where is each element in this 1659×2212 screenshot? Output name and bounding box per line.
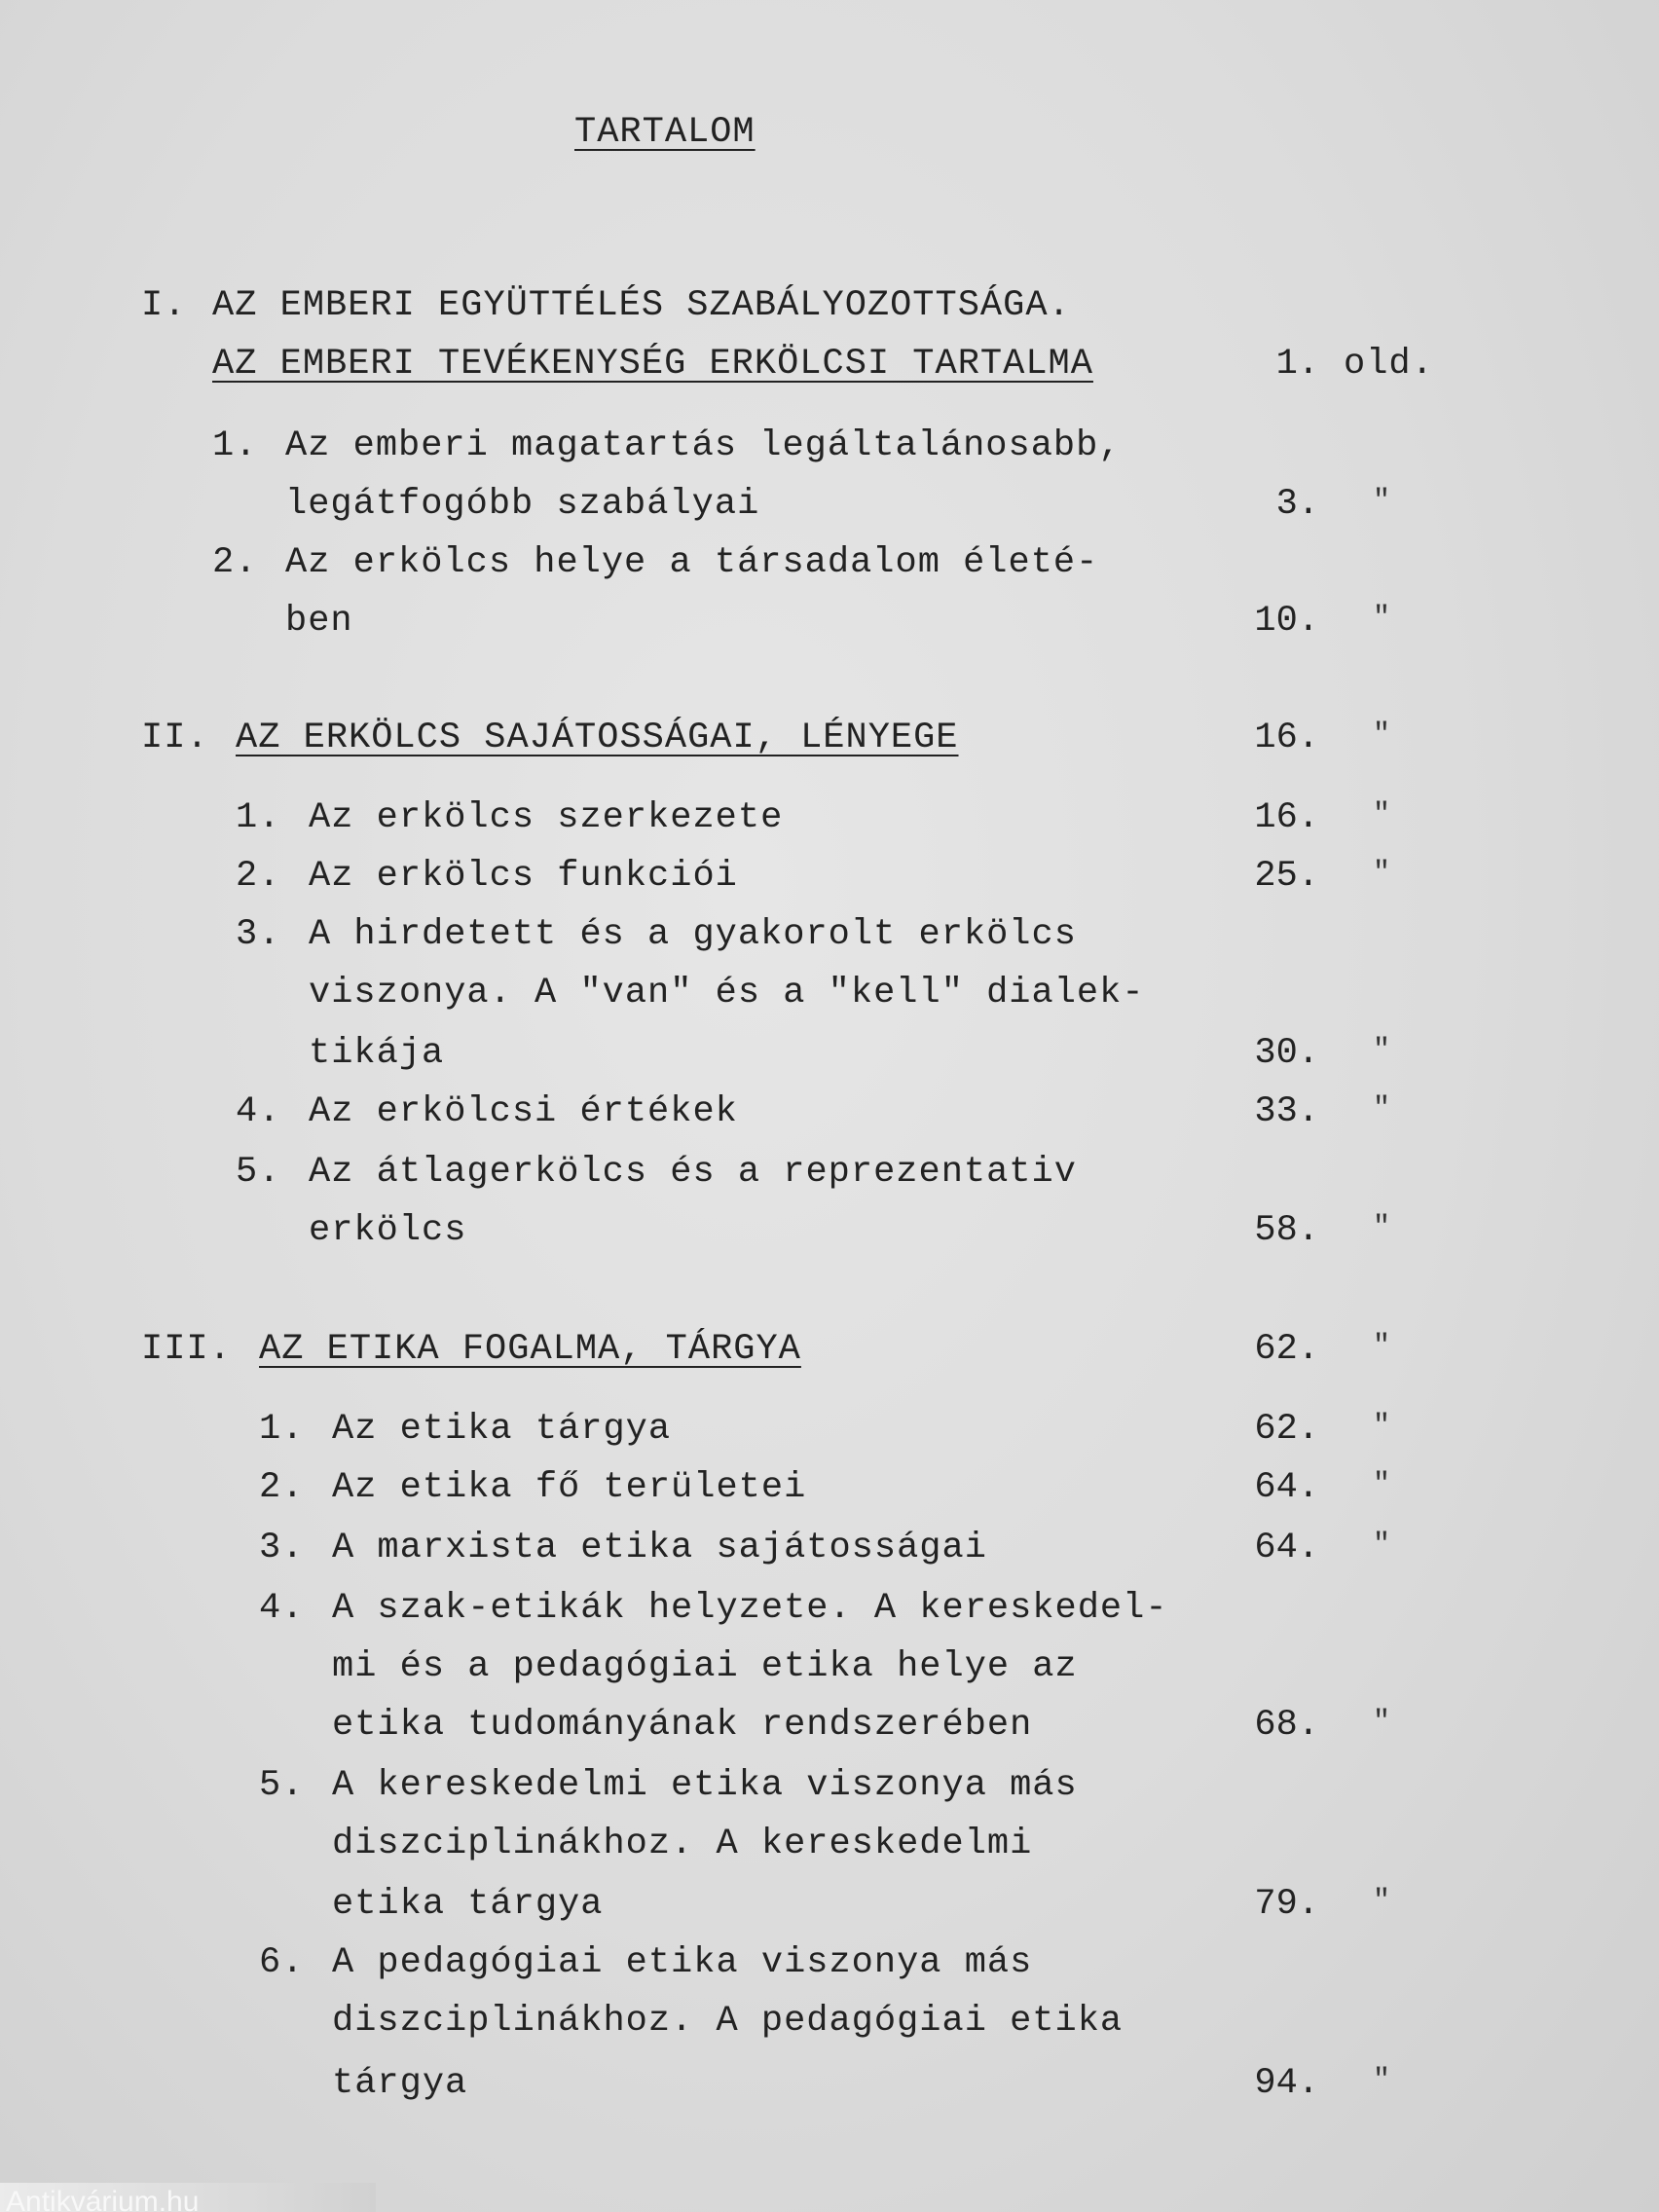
watermark: Antikvárium.hu bbox=[0, 2183, 376, 2212]
item-text: Az emberi magatartás legáltalánosabb, bbox=[285, 425, 1122, 466]
item-text: A marxista etika sajátosságai bbox=[332, 1528, 987, 1568]
item-text: tikája bbox=[309, 1033, 445, 1074]
page-number: 30. bbox=[1254, 1033, 1319, 1074]
item-number: 5. bbox=[259, 1765, 305, 1806]
page-number: 10. bbox=[1254, 601, 1319, 642]
item-text: A hirdetett és a gyakorolt erkölcs bbox=[309, 914, 1077, 955]
item-number: 4. bbox=[236, 1091, 281, 1132]
item-text: diszciplinákhoz. A pedagógiai etika bbox=[332, 2001, 1124, 2042]
section-heading: AZ ERKÖLCS SAJÁTOSSÁGAI, LÉNYEGE bbox=[236, 718, 959, 758]
item-text: mi és a pedagógiai etika helye az bbox=[332, 1646, 1078, 1687]
item-number: 1. bbox=[236, 797, 281, 838]
item-text: A pedagógiai etika viszonya más bbox=[332, 1942, 1033, 1983]
page-number: 68. bbox=[1254, 1705, 1319, 1746]
ditto-mark: " bbox=[1373, 1885, 1391, 1918]
ditto-mark: " bbox=[1373, 1410, 1391, 1443]
item-text: tárgya bbox=[332, 2063, 468, 2104]
section-heading: AZ EMBERI TEVÉKENYSÉG ERKÖLCSI TARTALMA bbox=[212, 344, 1093, 385]
page-number: 25. bbox=[1254, 856, 1319, 897]
item-text: Az erkölcsi értékek bbox=[309, 1091, 738, 1132]
section-heading: AZ ETIKA FOGALMA, TÁRGYA bbox=[259, 1329, 801, 1370]
item-number: 1. bbox=[259, 1409, 305, 1450]
ditto-mark: " bbox=[1373, 2064, 1391, 2097]
item-text: Az átlagerkölcs és a reprezentativ bbox=[309, 1152, 1077, 1193]
item-number: 3. bbox=[236, 914, 281, 955]
page-number: 16. bbox=[1254, 718, 1319, 758]
ditto-mark: " bbox=[1373, 485, 1391, 518]
ditto-mark: " bbox=[1373, 1092, 1391, 1125]
page-number: 64. bbox=[1254, 1528, 1319, 1568]
item-text: etika tudományának rendszerében bbox=[332, 1705, 1033, 1746]
page-number: 3. bbox=[1275, 484, 1319, 525]
page-suffix: old. bbox=[1344, 344, 1434, 385]
item-number: 3. bbox=[259, 1528, 305, 1568]
page-title: TARTALOM bbox=[574, 112, 756, 153]
item-number: 2. bbox=[236, 856, 281, 897]
item-text: Az erkölcs szerkezete bbox=[309, 797, 784, 838]
item-text: Az etika tárgya bbox=[332, 1409, 672, 1450]
page-number: 79. bbox=[1254, 1884, 1319, 1925]
item-text: etika tárgya bbox=[332, 1884, 604, 1925]
section-heading: AZ EMBERI EGYÜTTÉLÉS SZABÁLYOZOTTSÁGA. bbox=[212, 285, 1071, 326]
ditto-mark: " bbox=[1373, 602, 1391, 635]
item-number: 6. bbox=[259, 1942, 305, 1983]
section-number: III. bbox=[141, 1329, 232, 1370]
item-number: 5. bbox=[236, 1152, 281, 1193]
item-text: ben bbox=[285, 601, 353, 642]
page-number: 62. bbox=[1254, 1329, 1319, 1370]
item-text: Az erkölcs funkciói bbox=[309, 856, 738, 897]
item-text: erkölcs bbox=[309, 1210, 467, 1251]
item-number: 2. bbox=[259, 1467, 305, 1508]
item-number: 4. bbox=[259, 1588, 305, 1629]
page-number: 33. bbox=[1254, 1091, 1319, 1132]
item-text: legátfogóbb szabályai bbox=[285, 484, 760, 525]
page-number: 16. bbox=[1254, 797, 1319, 838]
ditto-mark: " bbox=[1373, 798, 1391, 831]
item-text: Az erkölcs helye a társadalom életé- bbox=[285, 542, 1099, 583]
page-number: 94. bbox=[1254, 2063, 1319, 2104]
ditto-mark: " bbox=[1373, 1211, 1391, 1244]
ditto-mark: " bbox=[1373, 1330, 1391, 1363]
ditto-mark: " bbox=[1373, 857, 1391, 890]
page-number: 58. bbox=[1254, 1210, 1319, 1251]
item-text: Az etika fő területei bbox=[332, 1467, 807, 1508]
section-number: II. bbox=[141, 718, 209, 758]
item-text: A szak-etikák helyzete. A kereskedel- bbox=[332, 1588, 1168, 1629]
page-number: 64. bbox=[1254, 1467, 1319, 1508]
item-text: diszciplinákhoz. A kereskedelmi bbox=[332, 1824, 1033, 1864]
item-text: viszonya. A "van" és a "kell" dialek- bbox=[309, 973, 1145, 1014]
ditto-mark: " bbox=[1373, 1034, 1391, 1067]
page-number: 1. bbox=[1275, 344, 1319, 385]
ditto-mark: " bbox=[1373, 1706, 1391, 1739]
ditto-mark: " bbox=[1373, 1468, 1391, 1501]
item-number: 1. bbox=[212, 425, 258, 466]
ditto-mark: " bbox=[1373, 1529, 1391, 1562]
item-number: 2. bbox=[212, 542, 258, 583]
item-text: A kereskedelmi etika viszonya más bbox=[332, 1765, 1078, 1806]
ditto-mark: " bbox=[1373, 719, 1391, 752]
page-number: 62. bbox=[1254, 1409, 1319, 1450]
section-number: I. bbox=[141, 285, 187, 326]
